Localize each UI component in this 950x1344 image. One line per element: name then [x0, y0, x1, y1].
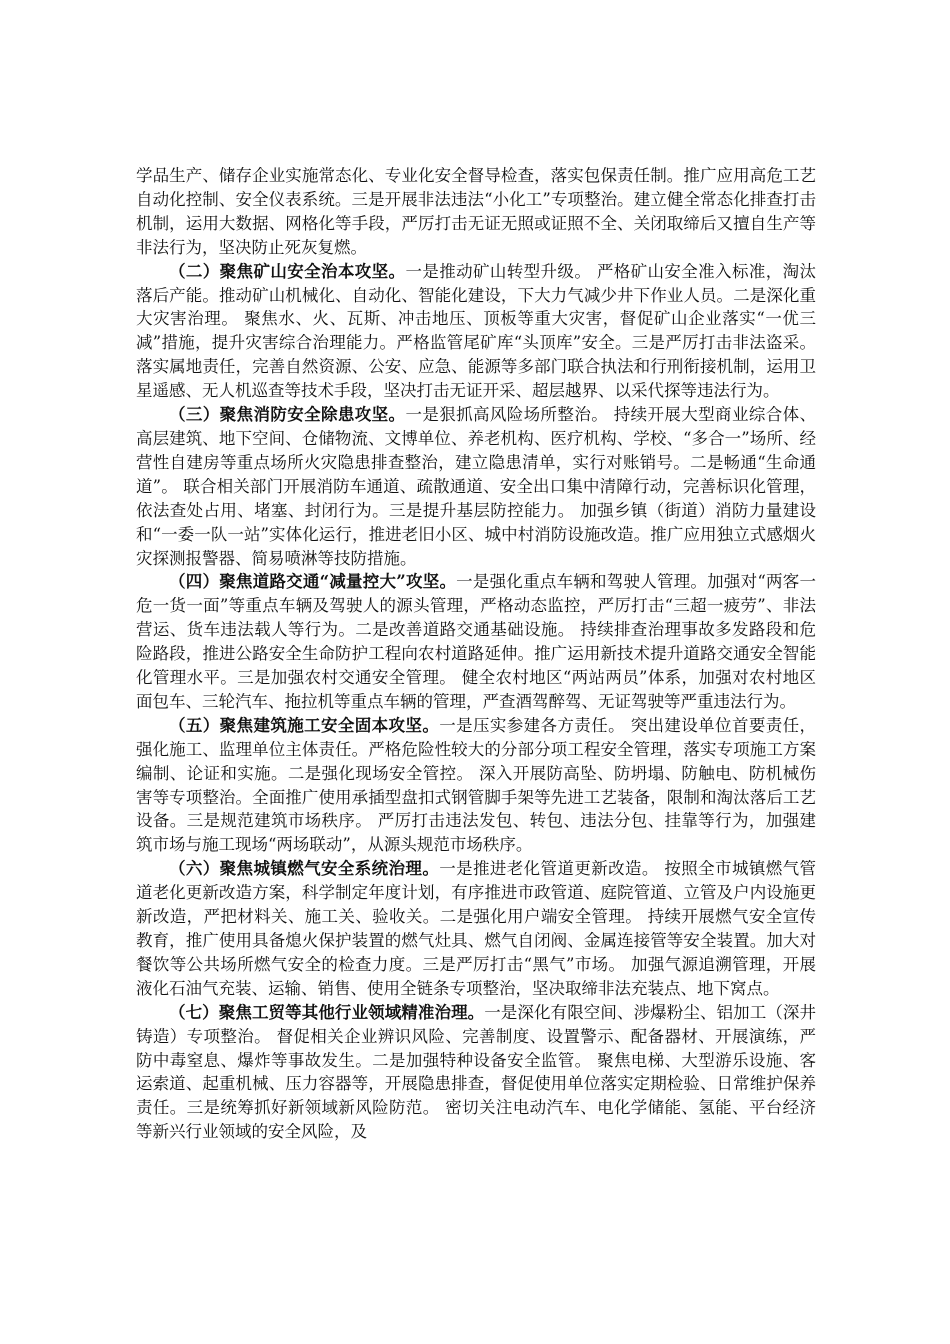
paragraph-4-body: 一是强化重点车辆和驾驶人管理。加强对“两客一危一货一面”等重点车辆及驾驶人的源头管理，严格动态监控，严厉打击“三超一疲劳”、非法营运、货车违法载人等行为。二是改善道路交通基础设施。 持续排查治理事故多发路段和危险路段，推进公路安全生命防护工程向农村道路延伸。推广运用新技术提升道路交通安全智能化管理水平。三是加强农村交通安全管理。 健全农村地区“两站两员”体系，加强对农村地区面包车、三轮汽车、拖拉机等重点车辆的管理，严查酒驾醉驾、无证驾驶等严重违法行为。: [136, 572, 816, 711]
paragraph-3-body: 一是狠抓高风险场所整治。 持续开展大型商业综合体、高层建筑、地下空间、仓储物流、文博单位、养老机构、医疗机构、学校、“多合一”场所、经营性自建房等重点场所火灾隐患排查整治，建立隐患清单，实行对账销号。二是畅通“生命通道”。 联合相关部门开展消防车通道、疏散通道、安全出口集中清障行动，完善标识化管理，依法查处占用、堵塞、封闭行为。三是提升基层防控能力。 加强乡镇（街道）消防力量建设和“一委一队一站”实体化运行，推进老旧小区、城中村消防设施改造。推广应用独立式感烟火灾探测报警器、简易喷淋等技防措施。: [136, 405, 816, 568]
paragraph-5-body: 一是压实参建各方责任。 突出建设单位首要责任，强化施工、监理单位主体责任。严格危险性较大的分部分项工程安全管理，落实专项施工方案编制、论证和实施。二是强化现场安全管控。 深入开展防高坠、防坍塌、防触电、防机械伤害等专项整治。全面推广使用承插型盘扣式钢管脚手架等先进工艺装备，限制和淘汰落后工艺设备。三是规范建筑市场秩序。 严厉打击违法发包、转包、违法分包、挂靠等行为，加强建筑市场与施工现场“两场联动”，从源头规范市场秩序。: [136, 715, 817, 855]
paragraph-6-body: 一是推进老化管道更新改造。 按照全市城镇燃气管道老化更新改造方案，科学制定年度计划，有序推进市政管道、庭院管道、立管及户内设施更新改造，严把材料关、施工关、验收关。二是强化用户端安全管理。 持续开展燃气安全宣传教育，推广使用具备熄火保护装置的燃气灶具、燃气自闭阀、金属连接管等安全装置。加大对餐饮等公共场所燃气安全的检查力度。三是严厉打击“黑气”市场。 加强气源追溯管理，开展液化石油气充装、运输、销售、使用全链条专项整治，坚决取缔非法充装点、地下窝点。: [136, 859, 817, 998]
section-heading-5: （五）聚焦建筑施工安全固本攻坚。: [169, 715, 440, 735]
paragraph-6: [136, 857, 816, 1000]
section-heading-3: （三）聚焦消防安全除患攻坚。: [169, 405, 406, 425]
paragraph-2: [136, 260, 816, 403]
paragraph-1: [136, 164, 816, 260]
document-page: [136, 164, 816, 1144]
paragraph-7-body: 一是深化有限空间、涉爆粉尘、铝加工（深井铸造）专项整治。 督促相关企业辨识风险、完善制度、设置警示、配备器材、开展演练，严防中毒窒息、爆炸等事故发生。二是加强特种设备安全监管。 聚焦电梯、大型游乐设施、客运索道、起重机械、压力容器等，开展隐患排查，督促使用单位落实定期检验、日常维护保养责任。三是统筹抓好新领域新风险防范。 密切关注电动汽车、电化学储能、氢能、平台经济等新兴行业领域的安全风险，及: [136, 1002, 817, 1142]
section-heading-2: （二）聚焦矿山安全治本攻坚。: [169, 261, 406, 281]
section-heading-4: （四）聚焦道路交通“减量控大”攻坚。: [169, 572, 457, 592]
paragraph-5: [136, 714, 816, 857]
paragraph-1-body: 学品生产、储存企业实施常态化、专业化安全督导检查，落实包保责任制。推广应用高危工艺自动化控制、安全仪表系统。三是开展非法违法“小化工”专项整治。建立健全常态化排查打击机制，运用大数据、网格化等手段，严厉打击无证无照或证照不全、关闭取缔后又擅自生产等非法行为，坚决防止死灰复燃。: [136, 166, 816, 257]
section-heading-6: （六）聚焦城镇燃气安全系统治理。: [169, 859, 440, 879]
section-heading-7: （七）聚焦工贸等其他行业领域精准治理。: [169, 1002, 485, 1022]
paragraph-3: [136, 403, 816, 570]
paragraph-2-body: 一是推动矿山转型升级。 严格矿山安全准入标准，淘汰落后产能。推动矿山机械化、自动化、智能化建设，下大力气减少井下作业人员。二是深化重大灾害治理。 聚焦水、火、瓦斯、冲击地压、顶板等重大灾害，督促矿山企业落实“一优三减”措施，提升灾害综合治理能力。严格监管尾矿库“头顶库”安全。三是严厉打击非法盗采。 落实属地责任，完善自然资源、公安、应急、能源等多部门联合执法和行刑衔接机制，运用卫星遥感、无人机巡查等技术手段，坚决打击无证开采、超层越界、以采代探等违法行为。: [136, 261, 816, 401]
paragraph-4: [136, 570, 816, 713]
paragraph-7: [136, 1001, 816, 1144]
